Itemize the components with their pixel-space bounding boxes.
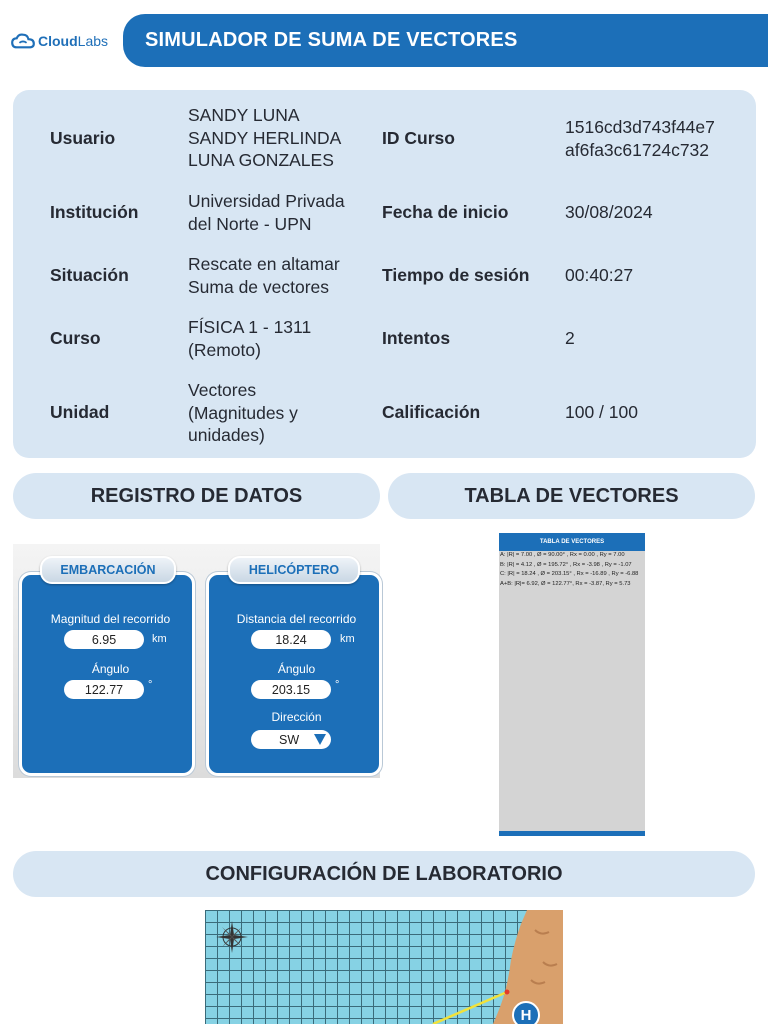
usuario-label: Usuario bbox=[50, 128, 116, 148]
logo-text: CloudLabs bbox=[38, 33, 109, 49]
tabla-section-header: TABLA DE VECTORES bbox=[388, 473, 755, 519]
helicoptero-tab: HELICÓPTERO bbox=[228, 556, 360, 584]
direccion-value: SW bbox=[279, 732, 300, 747]
config-section-header: CONFIGURACIÓN DE LABORATORIO bbox=[13, 851, 755, 897]
tabla-vectores-panel bbox=[499, 533, 645, 836]
registro-section-header: REGISTRO DE DATOS bbox=[13, 473, 380, 519]
registro-datos-panel bbox=[13, 544, 380, 778]
situacion-label: Situación bbox=[50, 265, 129, 285]
distancia-unit: km bbox=[340, 633, 355, 645]
direccion-select[interactable] bbox=[251, 730, 331, 749]
cloud-icon bbox=[10, 32, 36, 50]
tiempo-label: Tiempo de sesión bbox=[382, 265, 530, 285]
fecha-label: Fecha de inicio bbox=[382, 202, 509, 222]
distancia-label: Distancia del recorrido bbox=[236, 612, 357, 626]
intentos-label: Intentos bbox=[382, 328, 451, 348]
fecha-value: 30/08/2024 bbox=[565, 202, 653, 222]
vector-point bbox=[505, 990, 510, 995]
chevron-down-icon[interactable] bbox=[314, 734, 326, 745]
institucion-value: Universidad Privada del Norte - UPN bbox=[188, 191, 345, 234]
intentos-value: 2 bbox=[565, 328, 575, 348]
page-title: SIMULADOR DE SUMA DE VECTORES bbox=[145, 29, 518, 51]
vector-row-b: B: |R| = 4.12 , Ø = 195.72° , Rx = -3.98 , Ry = -1.07 bbox=[500, 561, 632, 568]
header-bar bbox=[123, 14, 768, 67]
embarcacion-angulo-field[interactable]: 122.77 bbox=[64, 680, 144, 699]
vector-row-c: C: |R| = 18.24 , Ø = 203.15° , Rx = -16.89 , Ry = -6.88 bbox=[500, 571, 639, 577]
tabla-vectores-footer bbox=[499, 831, 645, 836]
calificacion-label: Calificación bbox=[382, 402, 481, 422]
lab-map[interactable] bbox=[205, 910, 563, 1024]
direccion-label: Dirección bbox=[271, 710, 322, 724]
unidad-label: Unidad bbox=[50, 402, 110, 422]
institucion-label: Institución bbox=[50, 202, 139, 222]
cloudlabs-logo bbox=[10, 28, 108, 54]
situacion-value: Rescate en altamar Suma de vectores bbox=[188, 254, 340, 297]
embarcacion-angulo-unit: ° bbox=[148, 679, 153, 691]
magnitud-label: Magnitud del recorrido bbox=[50, 612, 171, 626]
map-overlay bbox=[205, 910, 563, 1024]
magnitud-unit: km bbox=[152, 633, 167, 645]
distancia-field[interactable]: 18.24 bbox=[251, 630, 331, 649]
calificacion-value: 100 / 100 bbox=[565, 402, 638, 422]
compass-icon bbox=[215, 920, 249, 954]
embarcacion-tab: EMBARCACIÓN bbox=[40, 556, 176, 584]
curso-value: FÍSICA 1 - 1311 (Remoto) bbox=[188, 317, 312, 360]
id-curso-label: ID Curso bbox=[382, 128, 455, 148]
curso-label: Curso bbox=[50, 328, 101, 348]
id-curso-value: 1516cd3d743f44e7 af6fa3c61724c732 bbox=[565, 117, 715, 160]
tabla-vectores-title: TABLA DE VECTORES bbox=[499, 533, 645, 551]
embarcacion-angulo-label: Ángulo bbox=[91, 662, 130, 676]
helicoptero-angulo-field[interactable]: 203.15 bbox=[251, 680, 331, 699]
vector-row-a: A: |R| = 7.00 , Ø = 90.00° , Rx = 0.00 , Ry = 7.00 bbox=[500, 552, 625, 558]
session-info-card bbox=[13, 90, 756, 458]
helicoptero-angulo-label: Ángulo bbox=[277, 662, 316, 676]
helicoptero-angulo-unit: ° bbox=[335, 679, 340, 691]
tiempo-value: 00:40:27 bbox=[565, 265, 634, 285]
usuario-value: SANDY LUNA SANDY HERLINDA LUNA GONZALES bbox=[188, 105, 342, 170]
magnitud-field[interactable]: 6.95 bbox=[64, 630, 144, 649]
unidad-value: Vectores (Magnitudes y unidades) bbox=[188, 380, 298, 445]
vector-row-sum: A+B: |R|= 6.92, Ø = 122.77°, Rx = -3.87, Ry = 5.73 bbox=[500, 580, 631, 587]
helipad-marker[interactable]: H bbox=[512, 1001, 540, 1024]
